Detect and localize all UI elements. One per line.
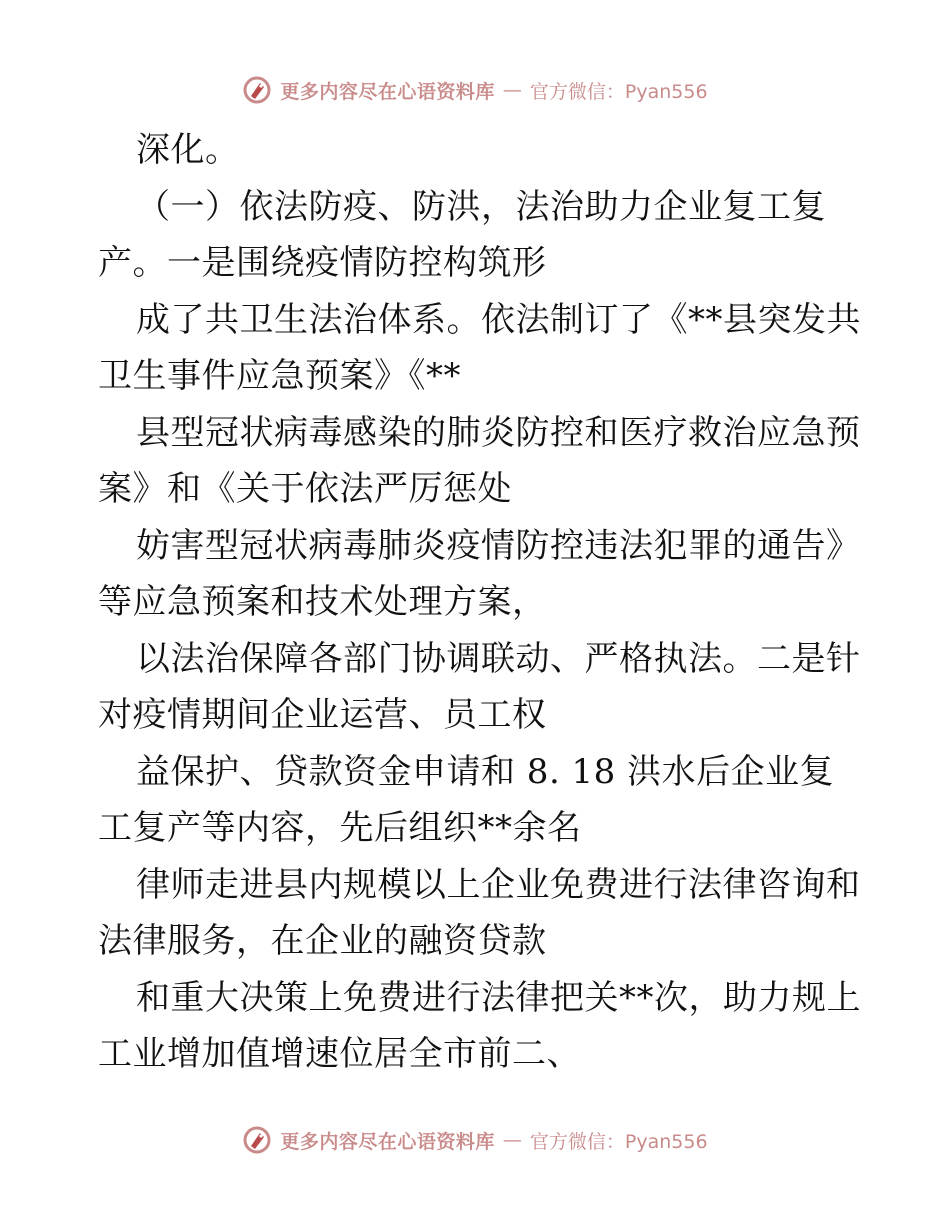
body-line: 案》和《关于依法严厉惩处 bbox=[98, 469, 512, 509]
watermark-contact: 官方微信：Pyan556 bbox=[529, 1130, 708, 1153]
body-line: 妨害型冠状病毒肺炎疫情防控违法犯罪的通告》 bbox=[136, 525, 861, 566]
body-line: （一）依法防疫、防洪，法治助力企业复工复 bbox=[136, 186, 826, 227]
body-line: 等应急预案和技术处理方案， bbox=[98, 582, 547, 622]
body-line: 县型冠状病毒感染的肺炎防控和医疗救治应急预 bbox=[136, 412, 861, 453]
watermark-contact: 官方微信：Pyan556 bbox=[529, 80, 708, 103]
watermark-brand: 更多内容尽在心语资料库 bbox=[280, 1130, 495, 1153]
pen-nib-logo-icon bbox=[242, 1125, 272, 1155]
body-line: 深化。 bbox=[136, 130, 240, 170]
footer-watermark bbox=[0, 1120, 950, 1160]
body-line: 工业增加值增速位居全市前二、 bbox=[98, 1034, 581, 1074]
body-line: 益保护、贷款资金申请和 8. 18 洪水后企业复 bbox=[136, 751, 835, 792]
watermark-dash: — bbox=[502, 79, 522, 101]
body-line: 对疫情期间企业运营、员工权 bbox=[98, 695, 547, 735]
pen-nib-logo-icon bbox=[242, 75, 272, 105]
body-line: 卫生事件应急预案》《** bbox=[98, 356, 461, 396]
document-body bbox=[98, 122, 861, 1083]
header-watermark bbox=[0, 70, 950, 110]
body-line: 以法治保障各部门协调联动、严格执法。二是针 bbox=[136, 638, 861, 679]
body-line: 成了共卫生法治体系。依法制订了《**县突发共 bbox=[136, 299, 861, 340]
body-line: 法律服务，在企业的融资贷款 bbox=[98, 921, 547, 961]
body-line: 和重大决策上免费进行法律把关**次，助力规上 bbox=[136, 977, 861, 1018]
body-line: 工复产等内容，先后组织**余名 bbox=[98, 808, 582, 848]
watermark-brand: 更多内容尽在心语资料库 bbox=[280, 80, 495, 103]
body-line: 律师走进县内规模以上企业免费进行法律咨询和 bbox=[136, 864, 861, 905]
body-line: 产。一是围绕疫情防控构筑形 bbox=[98, 243, 547, 283]
watermark-dash: — bbox=[502, 1129, 522, 1151]
